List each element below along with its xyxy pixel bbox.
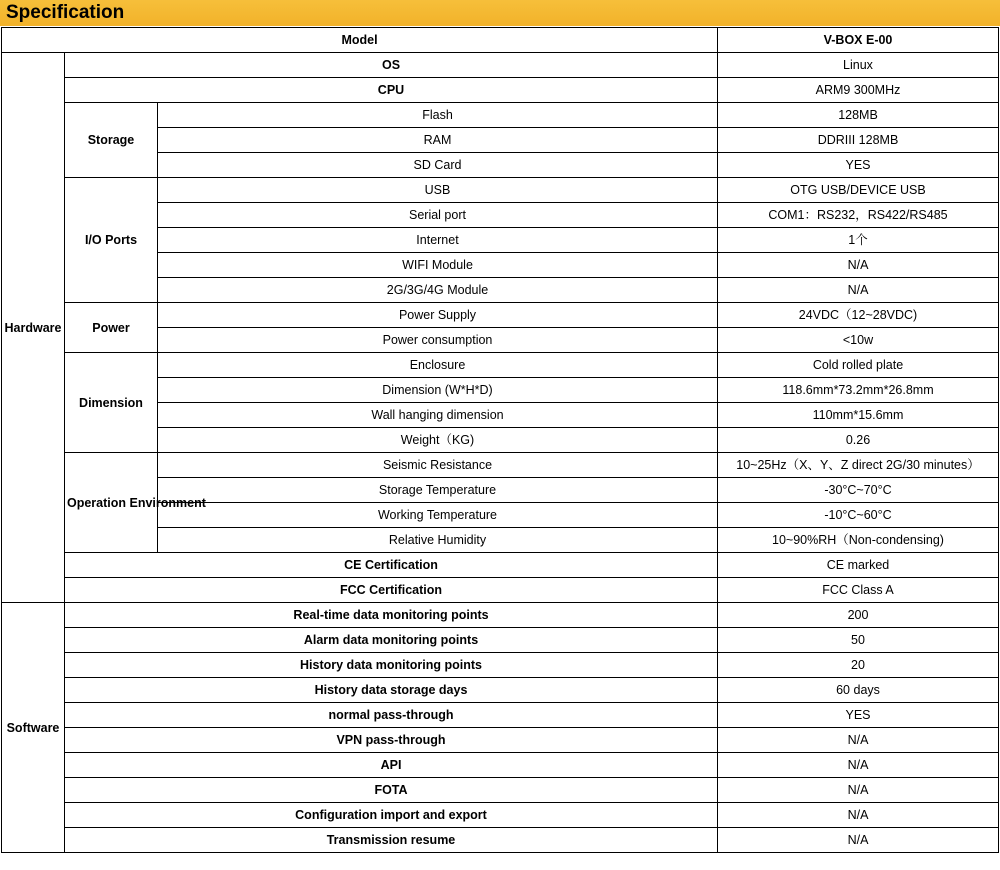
row-value: 128MB [718, 103, 999, 128]
row-value: 20 [718, 653, 999, 678]
table-row [2, 103, 999, 128]
row-label: Alarm data monitoring points [65, 628, 718, 653]
row-label: USB [158, 178, 718, 203]
table-row [2, 628, 999, 653]
row-label: FOTA [65, 778, 718, 803]
table-row [2, 828, 999, 853]
row-label: SD Card [158, 153, 718, 178]
spec-table [1, 27, 999, 853]
row-value: 24VDC（12~28VDC) [718, 303, 999, 328]
model-value: V-BOX E-00 [718, 28, 999, 53]
row-value: Cold rolled plate [718, 353, 999, 378]
row-label: Power consumption [158, 328, 718, 353]
hardware-label: Hardware [2, 53, 65, 603]
row-value: 110mm*15.6mm [718, 403, 999, 428]
row-label: RAM [158, 128, 718, 153]
row-value: 118.6mm*73.2mm*26.8mm [718, 378, 999, 403]
software-label: Software [2, 603, 65, 853]
row-value: -10°C~60°C [718, 503, 999, 528]
row-value: -30°C~70°C [718, 478, 999, 503]
table-row [2, 803, 999, 828]
row-value: 1个 [718, 228, 999, 253]
ce-label: CE Certification [65, 553, 718, 578]
table-row [2, 653, 999, 678]
table-row [2, 78, 999, 103]
row-value: N/A [718, 728, 999, 753]
row-value: N/A [718, 278, 999, 303]
table-row [2, 28, 999, 53]
storage-label: Storage [65, 103, 158, 178]
fcc-value: FCC Class A [718, 578, 999, 603]
row-value: <10w [718, 328, 999, 353]
row-value: YES [718, 703, 999, 728]
row-value: OTG USB/DEVICE USB [718, 178, 999, 203]
table-row [2, 353, 999, 378]
row-label: Real-time data monitoring points [65, 603, 718, 628]
row-label: Dimension (W*H*D) [158, 378, 718, 403]
io-ports-label: I/O Ports [65, 178, 158, 303]
row-label: normal pass-through [65, 703, 718, 728]
row-value: YES [718, 153, 999, 178]
row-label: Weight（KG) [158, 428, 718, 453]
ce-value: CE marked [718, 553, 999, 578]
os-value: Linux [718, 53, 999, 78]
table-row [2, 753, 999, 778]
table-row [2, 578, 999, 603]
row-label: Working Temperature [158, 503, 718, 528]
table-row [2, 178, 999, 203]
row-label: Relative Humidity [158, 528, 718, 553]
dimension-label: Dimension [65, 353, 158, 453]
row-label: Wall hanging dimension [158, 403, 718, 428]
row-label: API [65, 753, 718, 778]
row-value: 0.26 [718, 428, 999, 453]
row-label: History data storage days [65, 678, 718, 703]
row-label: 2G/3G/4G Module [158, 278, 718, 303]
row-label: VPN pass-through [65, 728, 718, 753]
row-value: N/A [718, 803, 999, 828]
row-label: Storage Temperature [158, 478, 718, 503]
table-row [2, 778, 999, 803]
row-label: Serial port [158, 203, 718, 228]
page-title: Specification [6, 2, 125, 23]
table-row [2, 553, 999, 578]
row-value: 60 days [718, 678, 999, 703]
table-row [2, 603, 999, 628]
table-row [2, 728, 999, 753]
table-row [2, 703, 999, 728]
row-label: Seismic Resistance [158, 453, 718, 478]
row-value: COM1：RS232，RS422/RS485 [718, 203, 999, 228]
cpu-label: CPU [65, 78, 718, 103]
title-bar [0, 0, 1000, 26]
model-label: Model [2, 28, 718, 53]
row-label: Enclosure [158, 353, 718, 378]
row-value: 10~90%RH（Non-condensing) [718, 528, 999, 553]
row-value: N/A [718, 753, 999, 778]
environment-label: Operation Environment [65, 453, 158, 553]
row-label: Flash [158, 103, 718, 128]
table-row [2, 303, 999, 328]
table-row [2, 53, 999, 78]
os-label: OS [65, 53, 718, 78]
row-label: Power Supply [158, 303, 718, 328]
row-label: History data monitoring points [65, 653, 718, 678]
row-value: 10~25Hz（X、Y、Z direct 2G/30 minutes） [718, 453, 999, 478]
row-value: 200 [718, 603, 999, 628]
row-value: 50 [718, 628, 999, 653]
power-label: Power [65, 303, 158, 353]
fcc-label: FCC Certification [65, 578, 718, 603]
row-label: Transmission resume [65, 828, 718, 853]
table-row [2, 678, 999, 703]
table-row [2, 453, 999, 478]
row-value: N/A [718, 778, 999, 803]
row-label: WIFI Module [158, 253, 718, 278]
row-label: Internet [158, 228, 718, 253]
cpu-value: ARM9 300MHz [718, 78, 999, 103]
row-value: DDRIII 128MB [718, 128, 999, 153]
row-value: N/A [718, 253, 999, 278]
row-label: Configuration import and export [65, 803, 718, 828]
row-value: N/A [718, 828, 999, 853]
